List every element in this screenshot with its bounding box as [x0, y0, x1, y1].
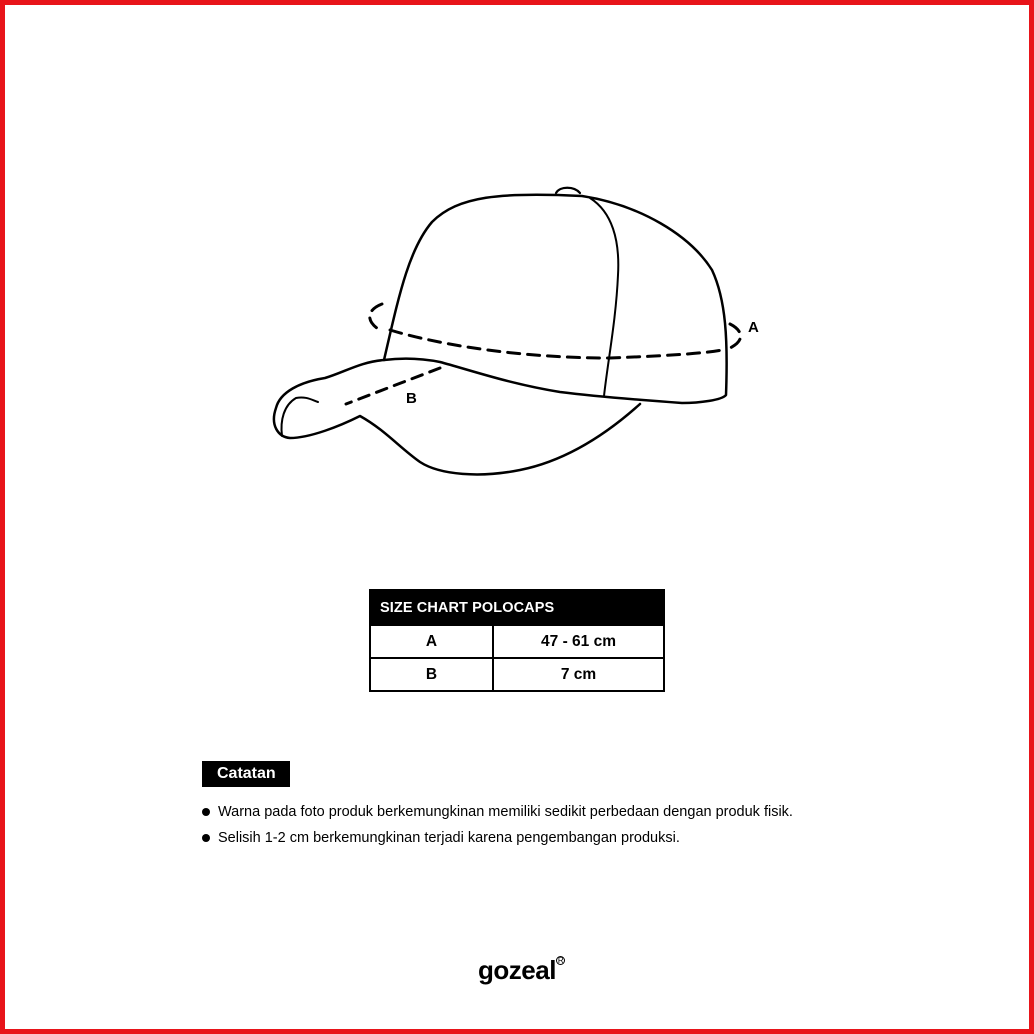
size-value-cell: 47 - 61 cm	[493, 625, 664, 658]
size-label-cell: B	[370, 658, 493, 691]
measure-b-label: B	[406, 390, 417, 407]
size-chart-title: SIZE CHART POLOCAPS	[370, 590, 664, 625]
cap-top-button	[556, 188, 580, 193]
measure-a-label: A	[748, 319, 759, 336]
cap-panel-seam	[590, 198, 618, 396]
measure-a-right-dash	[730, 324, 741, 348]
list-item	[202, 825, 793, 851]
size-chart-table	[369, 589, 665, 692]
size-value-cell: 7 cm	[493, 658, 664, 691]
measure-b-dash	[346, 368, 440, 404]
note-text: Selisih 1-2 cm berkemungkinan terjadi karena pengembangan produksi.	[218, 830, 680, 846]
registered-mark-icon: R	[557, 956, 564, 965]
measure-a-left-dash	[370, 304, 382, 330]
size-label-cell: A	[370, 625, 493, 658]
cap-brim-underside	[282, 397, 318, 436]
list-item	[202, 799, 793, 825]
cap-crown-outline	[384, 195, 727, 403]
brand-name: gozeal	[478, 955, 556, 985]
notes-section	[202, 761, 793, 851]
note-text: Warna pada foto produk berkemungkinan memiliki sedikit perbedaan dengan produk fisik.	[218, 804, 793, 820]
measure-a-front-dash	[390, 330, 722, 358]
brand-logo	[0, 955, 1034, 986]
notes-list	[202, 799, 793, 851]
table-row	[370, 625, 664, 658]
cap-brim	[274, 360, 640, 474]
notes-title: Catatan	[202, 761, 290, 787]
table-row	[370, 658, 664, 691]
bullet-icon	[202, 808, 210, 816]
bullet-icon	[202, 834, 210, 842]
